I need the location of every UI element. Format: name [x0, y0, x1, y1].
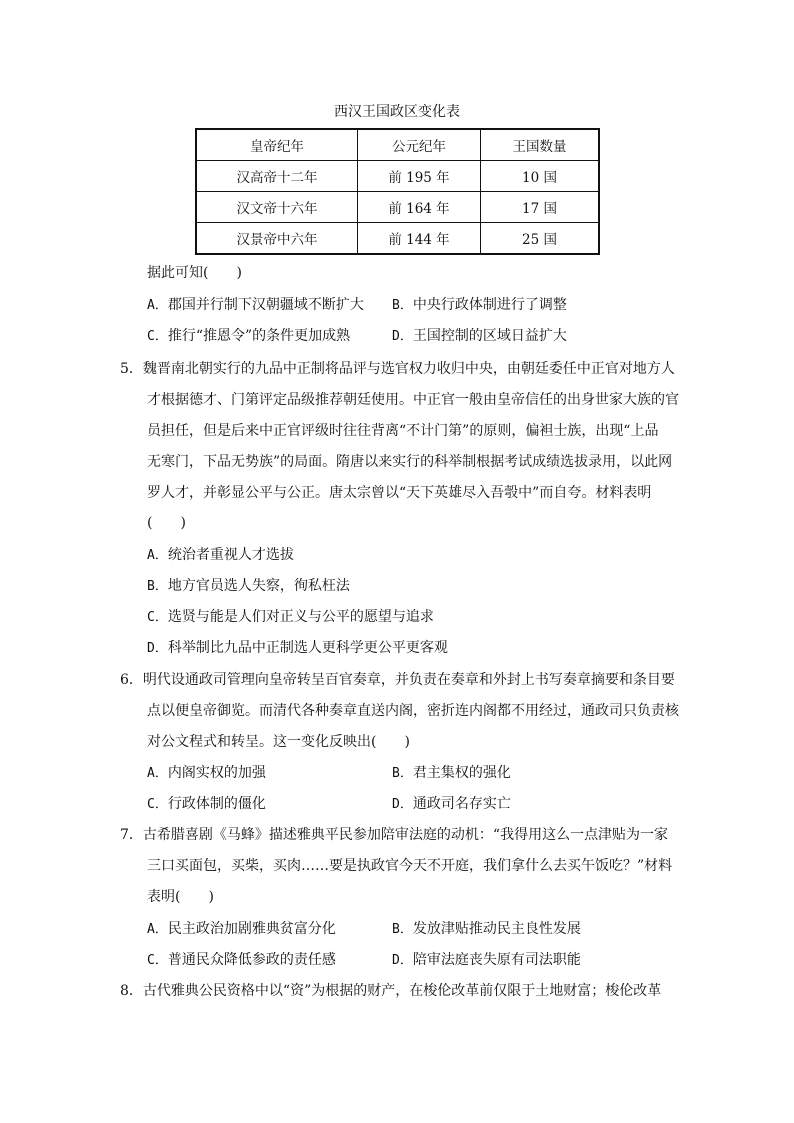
table-caption: 西汉王国政区变化表 [334, 104, 460, 120]
table-row [196, 223, 599, 255]
option-text: 发放津贴推动民主良性发展 [412, 921, 581, 937]
q6-line: 对公文程式和转呈。这一变化反映出( ) [147, 734, 410, 750]
q5-option-d[interactable] [147, 637, 448, 660]
q4-option-b[interactable] [392, 294, 567, 317]
option-label: B． [392, 298, 413, 313]
table-cell: 10 国 [481, 161, 600, 192]
q4-option-d[interactable] [392, 325, 567, 348]
header-cell: 王国数量 [481, 129, 600, 161]
option-text: 普通民众降低参政的责任感 [167, 952, 336, 968]
table-cell: 25 国 [481, 223, 600, 255]
option-label: A． [147, 298, 168, 313]
option-label: B． [392, 922, 413, 937]
table-row [196, 161, 599, 192]
option-label: D． [392, 797, 413, 812]
q7-option-a[interactable] [147, 918, 336, 941]
q5-line: 5．魏晋南北朝实行的九品中正制将品评与选官权力收归中央，由朝廷委任中正官对地方人 [120, 361, 675, 377]
q8-line: 8．古代雅典公民资格中以“资”为根据的财产，在梭伦改革前仅限于土地财富；梭伦改革 [120, 983, 662, 999]
q5-line: 才根据德才、门第评定品级推荐朝廷使用。中正官一般由皇帝信任的出身世家大族的官 [147, 392, 679, 408]
q5-line: 罗人才，并彰显公平与公正。唐太宗曾以“天下英雄尽入吾彀中”而自夸。材料表明 [147, 485, 652, 501]
table-header-row [196, 129, 599, 161]
q7-option-c[interactable] [147, 949, 336, 972]
option-label: A． [147, 548, 168, 563]
q6-line: 6．明代设通政司管理向皇帝转呈百官奏章，并负责在奏章和外封上书写奏章摘要和条目要 [120, 672, 675, 688]
option-label: D． [392, 953, 413, 968]
q5-line: 无寒门，下品无势族”的局面。隋唐以来实行的科举制根据考试成绩选拔录用，以此网 [147, 454, 673, 470]
table-cell: 17 国 [481, 192, 600, 223]
option-text: 选贤与能是人们对正义与公平的愿望与追求 [167, 609, 434, 625]
q5-line: 员担任，但是后来中正官评级时往往背离“不计门第”的原则，偏袒士族，出现“上品 [147, 423, 659, 439]
q4-stem: 据此可知( ) [147, 265, 242, 281]
option-label: D． [147, 641, 168, 656]
q6-option-b[interactable] [392, 762, 511, 785]
q4-option-c[interactable] [147, 325, 350, 348]
option-text: 行政体制的僵化 [167, 796, 266, 812]
table-cell: 前 164 年 [358, 192, 481, 223]
header-cell: 公元纪年 [358, 129, 481, 161]
option-text: 内阁实权的加强 [167, 765, 266, 781]
table-cell: 汉高帝十二年 [196, 161, 358, 192]
option-text: 地方官员选人失察，徇私枉法 [167, 578, 350, 594]
option-label: D． [392, 329, 413, 344]
q4-option-a[interactable] [147, 294, 364, 317]
q7-line: 7．古希腊喜剧《马蜂》描述雅典平民参加陪审法庭的动机：“我得用这么一点津贴为一家 [120, 827, 669, 843]
q6-option-a[interactable] [147, 762, 266, 785]
kingdom-table [195, 128, 600, 255]
option-label: C． [147, 329, 168, 344]
option-text: 统治者重视人才选拔 [167, 547, 294, 563]
option-text: 王国控制的区域日益扩大 [412, 328, 567, 344]
option-text: 陪审法庭丧失原有司法职能 [412, 952, 581, 968]
option-label: C． [147, 610, 168, 625]
option-text: 推行“推恩令”的条件更加成熟 [167, 328, 351, 344]
option-label: A． [147, 766, 168, 781]
option-label: B． [392, 766, 413, 781]
q7-option-d[interactable] [392, 949, 581, 972]
q5-option-c[interactable] [147, 606, 434, 629]
option-text: 民主政治加剧雅典贫富分化 [167, 921, 336, 937]
table-cell: 前 144 年 [358, 223, 481, 255]
option-text: 中央行政体制进行了调整 [412, 297, 567, 313]
q5-option-a[interactable] [147, 544, 294, 567]
q6-option-d[interactable] [392, 793, 511, 816]
option-text: 郡国并行制下汉朝疆域不断扩大 [167, 297, 364, 313]
q7-line: 三口买面包，买柴，买肉……要是执政官今天不开庭，我们拿什么去买午饭吃？”材料 [147, 858, 673, 874]
q7-line: 表明( ) [147, 889, 214, 905]
table-cell: 汉文帝十六年 [196, 192, 358, 223]
q6-option-c[interactable] [147, 793, 266, 816]
header-cell: 皇帝纪年 [196, 129, 358, 161]
option-text: 君主集权的强化 [412, 765, 511, 781]
option-text: 科举制比九品中正制选人更科学更公平更客观 [167, 640, 448, 656]
table-row [196, 192, 599, 223]
option-label: B． [147, 579, 168, 594]
q6-line: 点以便皇帝御览。而清代各种奏章直送内阁，密折连内阁都不用经过，通政司只负责核 [147, 703, 679, 719]
option-label: C． [147, 797, 168, 812]
table-cell: 汉景帝中六年 [196, 223, 358, 255]
option-text: 通政司名存实亡 [412, 796, 511, 812]
option-label: A． [147, 922, 168, 937]
q7-option-b[interactable] [392, 918, 581, 941]
q5-line: ( ) [147, 515, 186, 531]
option-label: C． [147, 953, 168, 968]
table-cell: 前 195 年 [358, 161, 481, 192]
q5-option-b[interactable] [147, 575, 350, 598]
